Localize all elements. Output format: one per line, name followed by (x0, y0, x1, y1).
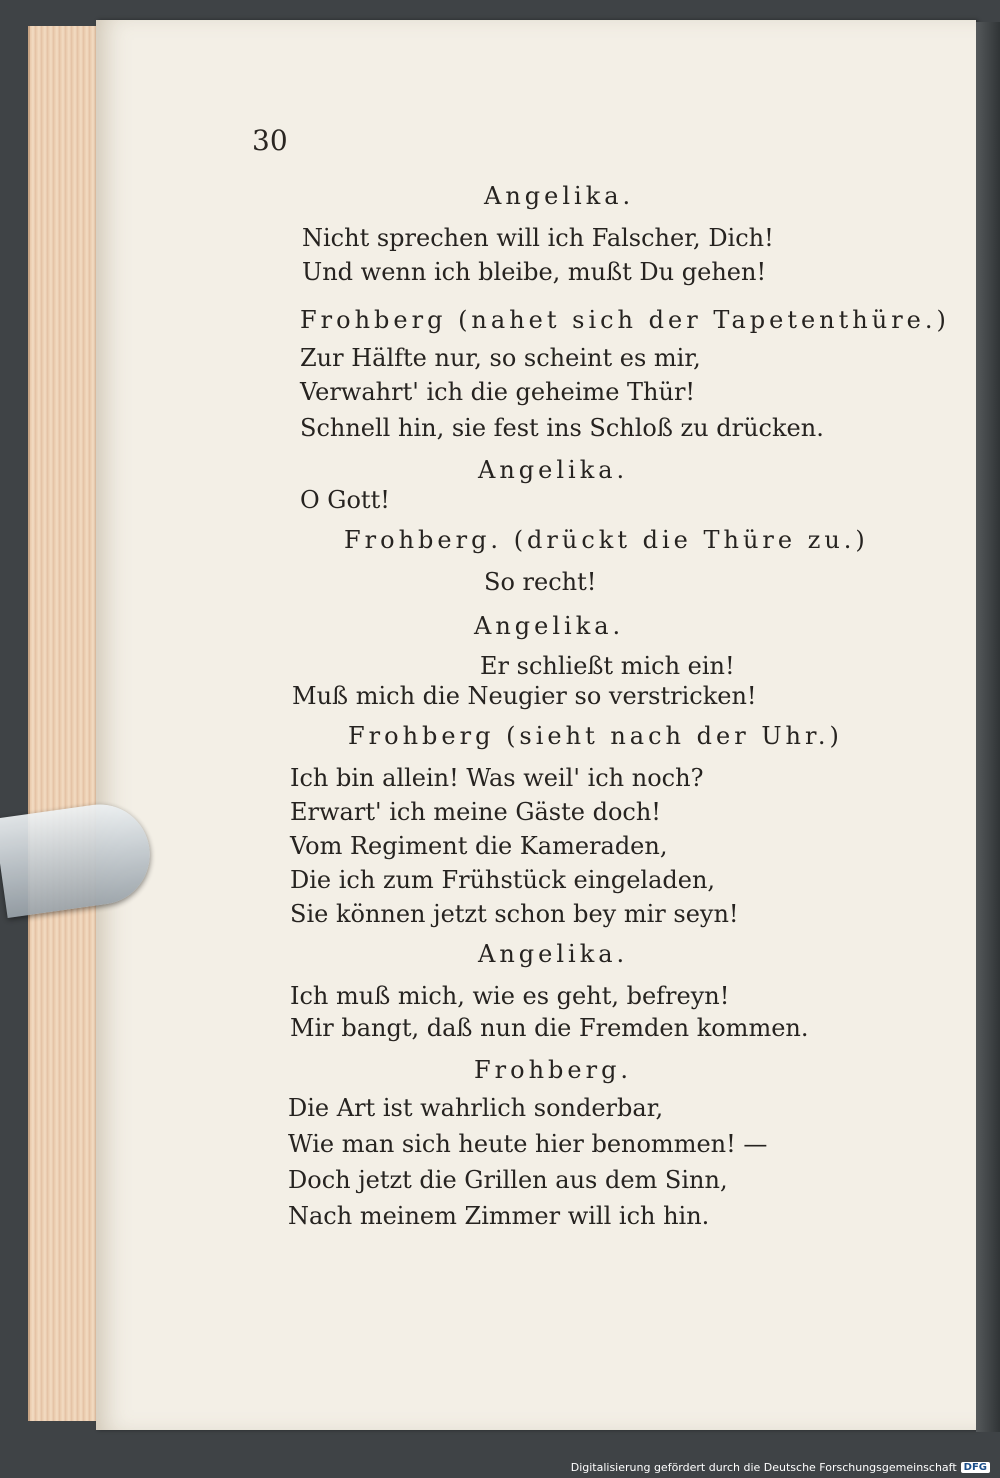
verse-line: Er schließt mich ein! (480, 652, 735, 680)
verse-line: So recht! (484, 568, 597, 596)
verse-line: Wie man sich heute hier benommen! — (288, 1130, 768, 1158)
verse-line: Mir bangt, daß nun die Fremden kommen. (290, 1014, 809, 1042)
digitization-credit (571, 1461, 990, 1474)
speaker-heading: Angelika. (478, 940, 629, 968)
verse-line: Muß mich die Neugier so verstricken! (292, 682, 757, 710)
verse-line: Erwart' ich meine Gäste doch! (290, 798, 661, 826)
speaker-heading: Frohberg. (474, 1056, 633, 1084)
verse-line: Nicht sprechen will ich Falscher, Dich! (302, 224, 774, 252)
verse-line: Zur Hälfte nur, so scheint es mir, (300, 344, 701, 372)
verse-line: Ich muß mich, wie es geht, befreyn! (290, 982, 730, 1010)
verse-line: Verwahrt' ich die geheime Thür! (300, 378, 696, 406)
verse-line: Doch jetzt die Grillen aus dem Sinn, (288, 1166, 728, 1194)
verse-line: O Gott! (300, 486, 390, 514)
speaker-heading: Frohberg. (drückt die Thüre zu.) (344, 526, 869, 554)
verse-line: Ich bin allein! Was weil' ich noch? (290, 764, 704, 792)
speaker-heading: Frohberg (sieht nach der Uhr.) (348, 722, 843, 750)
dfg-logo: DFG (961, 1462, 990, 1473)
speaker-heading: Angelika. (478, 456, 629, 484)
speaker-heading: Angelika. (484, 182, 635, 210)
verse-line: Die Art ist wahrlich sonderbar, (288, 1094, 664, 1122)
verse-line: Nach meinem Zimmer will ich hin. (288, 1202, 710, 1230)
verse-line: Vom Regiment die Kameraden, (290, 832, 668, 860)
speaker-heading: Frohberg (nahet sich der Tapetenthüre.) (300, 306, 950, 334)
credit-text: Digitalisierung gefördert durch die Deutsche Forschungsgemeinschaft (570, 1461, 957, 1474)
verse-line: Schnell hin, sie fest ins Schloß zu drücken. (300, 414, 824, 442)
verse-line: Die ich zum Frühstück eingeladen, (290, 866, 716, 894)
page-number: 30 (252, 124, 288, 157)
verse-line: Und wenn ich bleibe, mußt Du gehen! (302, 258, 767, 286)
speaker-heading: Angelika. (474, 612, 625, 640)
verse-line: Sie können jetzt schon bey mir seyn! (290, 900, 739, 928)
